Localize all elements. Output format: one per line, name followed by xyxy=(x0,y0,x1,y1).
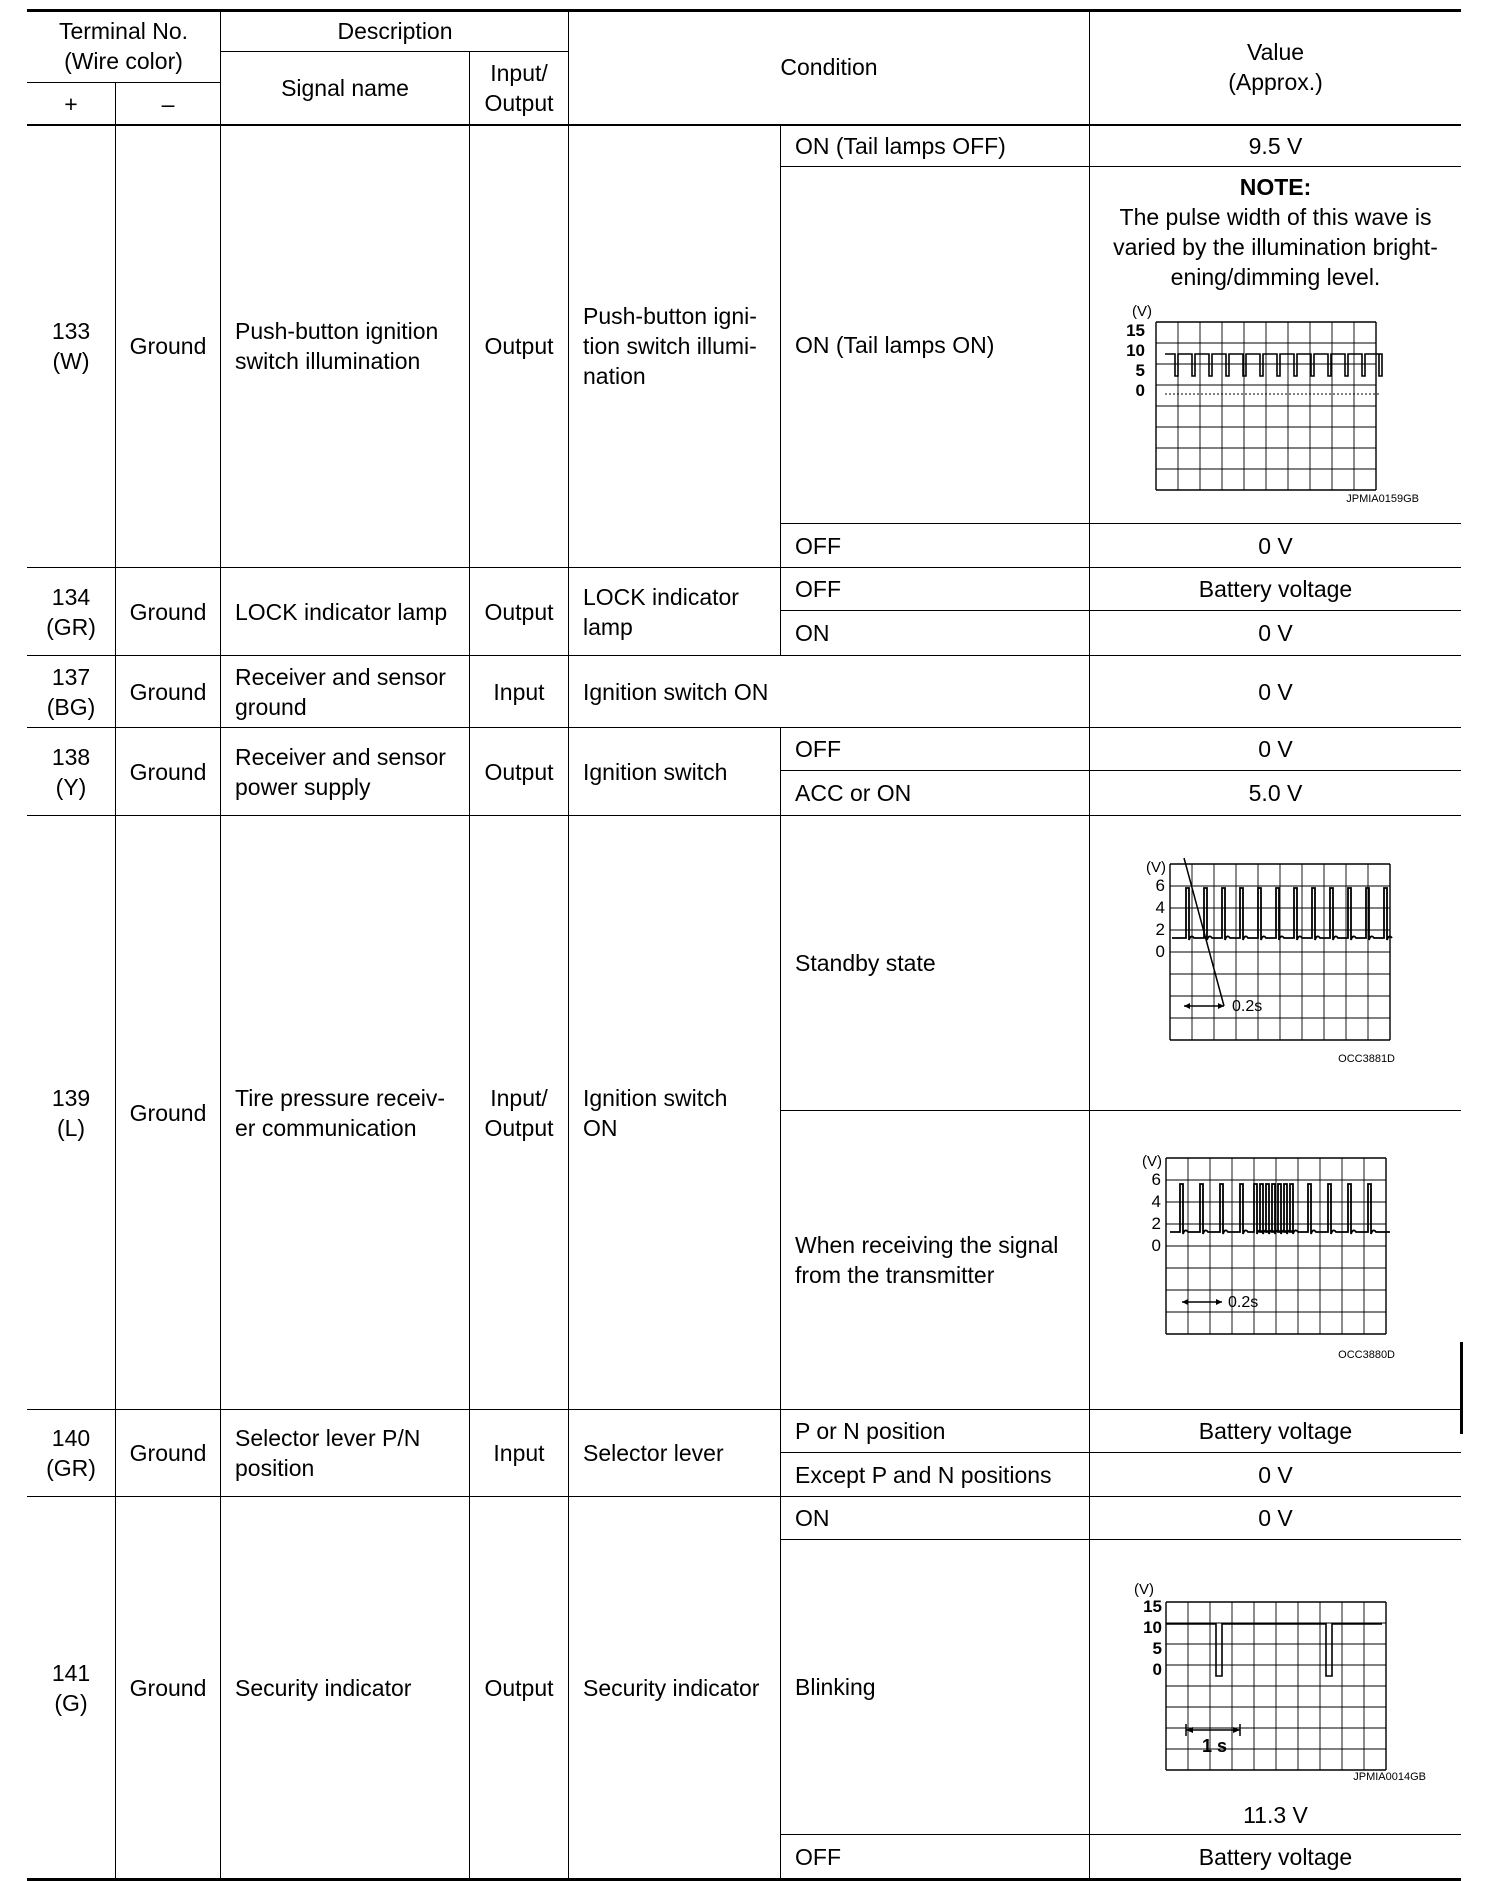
io-141: Output xyxy=(484,1674,554,1701)
value-141-blinking: 11.3 V xyxy=(1243,1802,1308,1828)
y-tick: 2 xyxy=(1151,1214,1161,1233)
state-138-acc-on: ACC or ON xyxy=(795,780,912,806)
waveform-receiving xyxy=(1128,1152,1420,1372)
condition-133: Push-button igni- tion switch illumi- nation xyxy=(583,303,757,389)
y-tick: 4 xyxy=(1155,898,1165,917)
waveform-standby xyxy=(1130,858,1420,1078)
scope-grid xyxy=(1156,322,1376,490)
header-plus: + xyxy=(64,90,78,117)
state-141-blinking: Blinking xyxy=(795,1674,876,1700)
header-signal-name: Signal name xyxy=(281,75,409,101)
condition-140: Selector lever xyxy=(583,1440,724,1466)
io-139: Input/ Output xyxy=(484,1084,554,1141)
state-140-pn: P or N position xyxy=(795,1418,946,1444)
header-condition: Condition xyxy=(780,54,878,80)
terminal-140: 140 (GR) xyxy=(46,1425,96,1481)
scope-grid xyxy=(1166,1602,1386,1770)
y-unit: (V) xyxy=(1146,859,1166,876)
value-141-on: 0 V xyxy=(1258,1505,1293,1531)
header-value: Value (Approx.) xyxy=(1228,39,1323,95)
state-134-off: OFF xyxy=(795,576,841,602)
signal-141: Security indicator xyxy=(235,1674,412,1701)
y-tick: 2 xyxy=(1155,920,1165,939)
condition-138: Ignition switch xyxy=(583,758,728,785)
signal-137: Receiver and sensor ground xyxy=(235,663,446,720)
state-138-off: OFF xyxy=(795,736,841,762)
header-input-output: Input/ Output xyxy=(484,60,554,116)
ground-140: Ground xyxy=(129,1440,207,1466)
y-tick: 15 xyxy=(1126,321,1145,340)
ground-134: Ground xyxy=(129,598,207,625)
signal-140: Selector lever P/N position xyxy=(235,1425,421,1481)
value-141-off: Battery voltage xyxy=(1198,1843,1353,1870)
y-tick: 4 xyxy=(1151,1192,1161,1211)
ground-139: Ground xyxy=(129,1099,207,1126)
figure-id: JPMIA0159GB xyxy=(1346,493,1419,505)
y-unit: (V) xyxy=(1132,303,1152,320)
io-138: Output xyxy=(484,758,554,785)
y-unit: (V) xyxy=(1134,1581,1154,1598)
time-label: 0.2s xyxy=(1232,998,1263,1015)
time-label: 1 s xyxy=(1202,1736,1228,1756)
y-tick: 0 xyxy=(1152,1660,1162,1679)
state-141-on: ON xyxy=(795,1505,830,1531)
figure-id: OCC3880D xyxy=(1338,1349,1395,1361)
io-133: Output xyxy=(484,333,554,359)
time-arrow xyxy=(1184,858,1224,1006)
value-133-off: 0 V xyxy=(1258,532,1293,559)
pulse-waveform xyxy=(1172,888,1392,940)
y-tick: 0 xyxy=(1155,942,1165,961)
note-title: NOTE: xyxy=(1239,174,1312,200)
signal-133: Push-button ignition switch illumination xyxy=(235,318,439,374)
figure-id: OCC3881D xyxy=(1338,1053,1395,1065)
ground-133: Ground xyxy=(129,333,207,359)
time-label: 0.2s xyxy=(1228,1294,1259,1311)
terminal-141: 141 (G) xyxy=(51,1659,91,1716)
terminal-139: 139 (L) xyxy=(51,1084,91,1141)
state-139-receiving: When receiving the signal from the transmitter xyxy=(795,1232,1059,1288)
figure-id: JPMIA0014GB xyxy=(1353,1771,1426,1783)
state-133-tail-on: ON (Tail lamps ON) xyxy=(795,332,995,358)
y-tick: 5 xyxy=(1135,361,1145,380)
terminal-133: 133 (W) xyxy=(51,318,91,374)
value-138-acc-on: 5.0 V xyxy=(1248,780,1303,806)
header-minus: – xyxy=(161,90,175,117)
ground-138: Ground xyxy=(129,758,207,785)
value-137: 0 V xyxy=(1258,678,1293,705)
note-body: The pulse width of this wave is varied by the illumination bright- ening/dimming level. xyxy=(1113,204,1438,290)
value-138-off: 0 V xyxy=(1258,736,1293,762)
signal-138: Receiver and sensor power supply xyxy=(235,743,446,800)
header-description: Description xyxy=(337,17,453,44)
value-140-pn: Battery voltage xyxy=(1198,1418,1353,1444)
signal-134: LOCK indicator lamp xyxy=(235,598,448,625)
condition-139: Ignition switch ON xyxy=(583,1084,728,1141)
ground-137: Ground xyxy=(129,678,207,705)
note-133 xyxy=(1090,172,1461,292)
condition-137: Ignition switch ON xyxy=(583,678,769,705)
value-140-except: 0 V xyxy=(1258,1461,1293,1488)
state-133-off: OFF xyxy=(795,532,841,559)
y-tick: 6 xyxy=(1151,1170,1161,1189)
scope-grid xyxy=(1170,864,1390,1040)
y-tick: 10 xyxy=(1126,341,1145,360)
io-140: Input xyxy=(493,1440,545,1466)
value-134-off: Battery voltage xyxy=(1198,576,1353,602)
scope-grid xyxy=(1166,1158,1386,1334)
y-tick: 6 xyxy=(1155,876,1165,895)
io-137: Input xyxy=(493,678,545,705)
ground-141: Ground xyxy=(129,1674,207,1701)
y-tick: 0 xyxy=(1151,1236,1161,1255)
y-tick: 10 xyxy=(1143,1618,1162,1637)
io-134: Output xyxy=(484,598,554,625)
value-134-on: 0 V xyxy=(1258,620,1293,646)
value-133-tail-off: 9.5 V xyxy=(1248,132,1303,159)
header-terminal-no: Terminal No. (Wire color) xyxy=(58,18,189,74)
state-139-standby: Standby state xyxy=(795,950,936,976)
waveform-illumination xyxy=(1112,296,1432,516)
state-141-off: OFF xyxy=(795,1843,841,1870)
pulse-waveform xyxy=(1165,354,1382,376)
y-tick: 15 xyxy=(1143,1597,1162,1616)
state-133-tail-off: ON (Tail lamps OFF) xyxy=(795,132,1006,159)
terminal-137: 137 (BG) xyxy=(46,663,96,720)
pulse-waveform xyxy=(1166,1624,1382,1676)
pulse-waveform xyxy=(1170,1184,1390,1234)
terminal-134: 134 (GR) xyxy=(46,583,96,640)
state-134-on: ON xyxy=(795,620,830,646)
condition-141: Security indicator xyxy=(583,1674,760,1701)
terminal-138: 138 (Y) xyxy=(51,743,91,800)
signal-139: Tire pressure receiv- er communication xyxy=(235,1084,446,1141)
y-tick: 5 xyxy=(1152,1639,1162,1658)
state-140-except: Except P and N positions xyxy=(795,1461,1052,1488)
y-unit: (V) xyxy=(1142,1153,1162,1170)
condition-134: LOCK indicator lamp xyxy=(583,583,739,640)
y-tick: 0 xyxy=(1135,381,1145,400)
waveform-blink xyxy=(1122,1578,1432,1798)
